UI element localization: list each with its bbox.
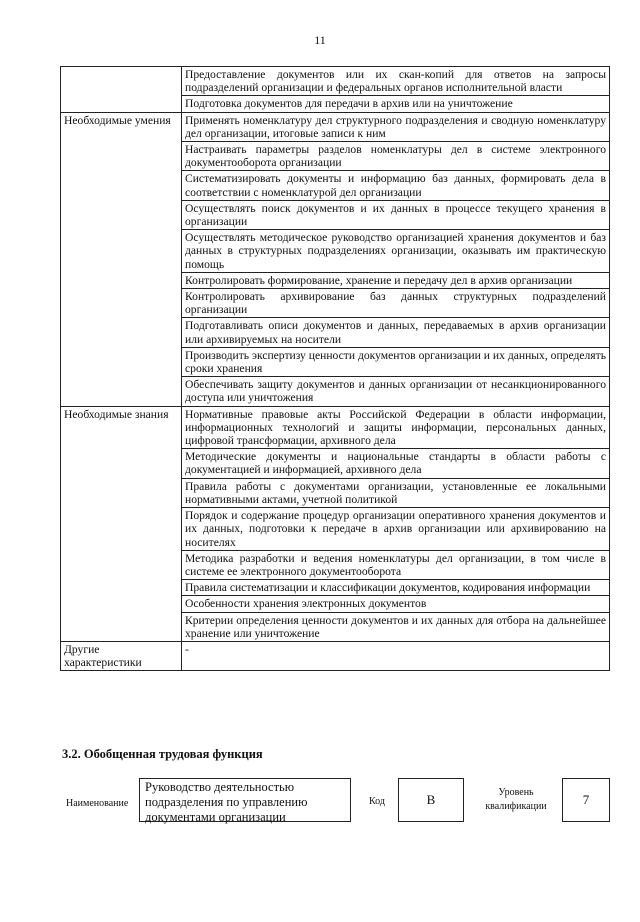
knowledge-row [61, 406, 610, 449]
name-value: Руководство деятельностью подразделения по управлению документами организации [139, 778, 351, 822]
level-value: 7 [562, 778, 610, 822]
row-content: Нормативные правовые акты Российской Федерации в области информации, информационных технологий и защиты информации, персональных данных, цифровой трансформации, архивного дела [182, 406, 610, 449]
level-caption: Уровень квалификации [485, 787, 547, 812]
row-content: - [182, 641, 610, 670]
row-content: Контролировать архивирование баз данных структурных подразделений организации [182, 289, 610, 318]
page-number: 11 [314, 33, 326, 47]
row-content: Подготовка документов для передачи в архив или на уничтожение [182, 96, 610, 112]
skills-row [61, 112, 610, 141]
row-content: Осуществлять методическое руководство организацией хранения документов и баз данных в структурных подразделениях организации, оказывать им практическую помощь [182, 230, 610, 273]
row-content: Осуществлять поиск документов и их данных в процессе текущего хранения в организации [182, 200, 610, 229]
row-content: Производить экспертизу ценности документов организации и их данных, определять сроки хранения [182, 347, 610, 376]
row-content: Порядок и содержание процедур организации оперативного хранения документов и их данных, подготовки к передаче в архив организации или архивированию на носителях [182, 508, 610, 551]
row-label: Необходимые знания [61, 406, 182, 641]
row-content: Систематизировать документы и информацию баз данных, формировать дела в соответствии с номенклатурой дел организации [182, 171, 610, 200]
row-content: Методика разработки и ведения номенклатуры дел организации, в том числе в системе ее электронного документооборота [182, 550, 610, 579]
row-content: Критерии определения ценности документов и их данных для отбора на дальнейшее хранение или уничтожение [182, 612, 610, 641]
row-content: Применять номенклатуру дел структурного подразделения и сводную номенклатуру дел организации, итоговые записи к ним [182, 112, 610, 141]
row-label [61, 67, 182, 113]
row-content: Подготавливать описи документов и данных, передаваемых в архив организации или архивируемых на носители [182, 318, 610, 347]
row-content: Предоставление документов или их скан-копий для ответов на запросы подразделений организации и федеральных органов исполнительной власти [182, 67, 610, 96]
row-content: Настраивать параметры разделов номенклатуры дел в системе электронного документооборота организации [182, 142, 610, 171]
continuation-row [61, 67, 610, 96]
section-title: 3.2. Обобщенная трудовая функция [62, 747, 263, 761]
row-content: Обеспечивать защиту документов и данных организации от несанкционированного доступа или уничтожения [182, 377, 610, 406]
name-caption: Наименование [66, 798, 129, 809]
generalized-function-row [66, 778, 612, 830]
code-value: B [398, 778, 464, 822]
labor-function-table [60, 66, 610, 671]
other-row [61, 641, 610, 670]
row-content: Особенности хранения электронных документов [182, 596, 610, 612]
row-label: Необходимые умения [61, 112, 182, 406]
row-label: Другие характеристики [61, 641, 182, 670]
row-content: Правила систематизации и классификации документов, кодирования информации [182, 580, 610, 596]
row-content: Методические документы и национальные стандарты в области работы с документацией и информацией, архивного дела [182, 449, 610, 478]
row-content: Контролировать формирование, хранение и передачу дел в архив организации [182, 272, 610, 288]
row-content: Правила работы с документами организации, установленные ее локальными нормативными актами, учетной политикой [182, 478, 610, 507]
code-caption: Код [369, 796, 385, 807]
